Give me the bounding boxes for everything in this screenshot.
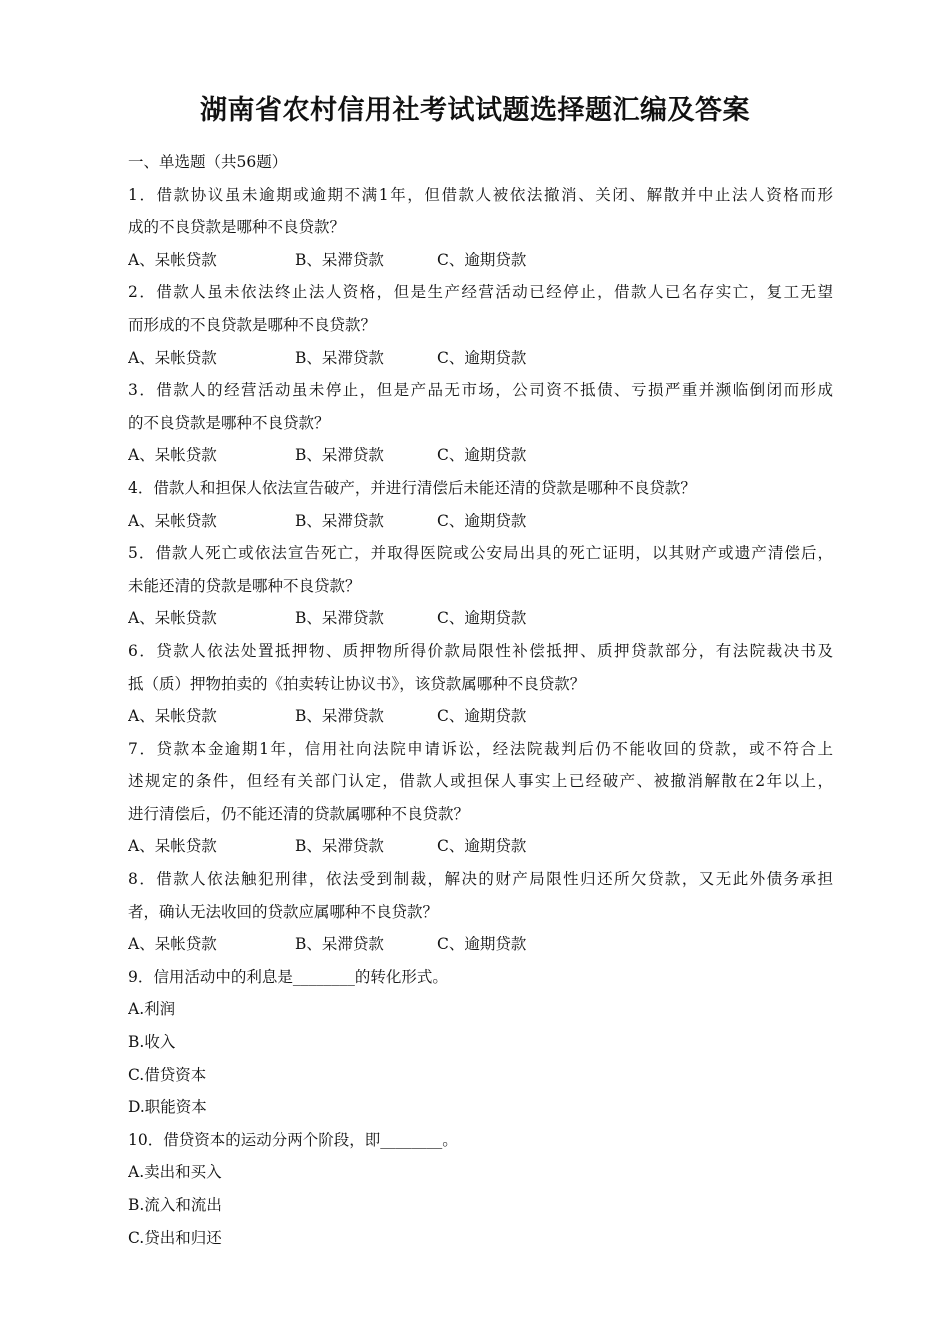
option-b: B、呆滞贷款	[295, 511, 384, 530]
question-9-stem: 9．信用活动中的利息是________的转化形式。	[128, 967, 448, 986]
option-b: B、呆滞贷款	[295, 837, 384, 856]
option-c: C、逾期贷款	[437, 348, 527, 367]
question-7-options	[128, 830, 833, 863]
question-10-choice-c: C.贷出和归还	[128, 1228, 222, 1247]
option-b: B、呆滞贷款	[295, 348, 384, 367]
question-1-options	[128, 244, 833, 277]
document-title: 湖南省农村信用社考试试题选择题汇编及答案	[200, 95, 750, 126]
option-a: A、呆帐贷款	[128, 446, 217, 465]
question-8-line-2: 者，确认无法收回的贷款应属哪种不良贷款？	[128, 902, 439, 921]
option-b: B、呆滞贷款	[295, 609, 384, 628]
option-a: A、呆帐贷款	[128, 935, 217, 954]
question-3-line-2: 的不良贷款是哪种不良贷款？	[128, 413, 330, 432]
question-4-line-1: 4．借款人和担保人依法宣告破产，并进行清偿后未能还清的贷款是哪种不良贷款？	[128, 478, 696, 497]
question-1-line-1: 1．借款协议虽未逾期或逾期不满1年，但借款人被依法撤消、关闭、解散并中止法人资格而形	[128, 185, 833, 204]
option-a: A、呆帐贷款	[128, 250, 217, 269]
question-6-line-1: 6．贷款人依法处置抵押物、质押物所得价款局限性补偿抵押、质押贷款部分，有法院裁决书及	[128, 641, 833, 660]
option-c: C、逾期贷款	[437, 609, 527, 628]
question-10-choice-a: A.卖出和买入	[128, 1163, 222, 1182]
question-9-choice-c: C.借贷资本	[128, 1065, 207, 1084]
question-9-choice-a: A.利润	[128, 1000, 176, 1019]
question-10-choice-b: B.流入和流出	[128, 1196, 222, 1214]
question-2-line-1: 2．借款人虽未依法终止法人资格，但是生产经营活动已经停止，借款人已名存实亡，复工无望	[128, 283, 833, 302]
question-3-options	[128, 439, 833, 472]
option-b: B、呆滞贷款	[295, 707, 384, 726]
option-a: A、呆帐贷款	[128, 348, 217, 367]
question-4-options	[128, 505, 833, 538]
question-6-options	[128, 700, 833, 733]
question-10-stem: 10．借贷资本的运动分两个阶段，即________。	[128, 1130, 458, 1149]
question-5-line-2: 未能还清的贷款是哪种不良贷款？	[128, 576, 361, 595]
option-c: C、逾期贷款	[437, 250, 527, 269]
document-body	[128, 146, 833, 1254]
option-b: B、呆滞贷款	[295, 935, 384, 954]
question-5-line-1: 5．借款人死亡或依法宣告死亡，并取得医院或公安局出具的死亡证明，以其财产或遗产清偿后，	[128, 544, 833, 563]
question-2-line-2: 而形成的不良贷款是哪种不良贷款？	[128, 315, 377, 334]
question-5-options	[128, 602, 833, 635]
question-9-choice-b: B.收入	[128, 1033, 176, 1052]
question-8-line-1: 8．借款人依法触犯刑律，依法受到制裁，解决的财产局限性归还所欠贷款，又无此外债务承担	[128, 870, 833, 889]
option-b: B、呆滞贷款	[295, 250, 384, 269]
question-6-line-2: 抵（质）押物拍卖的《拍卖转让协议书》，该贷款属哪种不良贷款？	[128, 674, 586, 693]
option-c: C、逾期贷款	[437, 837, 527, 856]
option-c: C、逾期贷款	[437, 446, 527, 465]
question-7-line-2: 述规定的条件，但经有关部门认定，借款人或担保人事实上已经破产、被撤消解散在2年以上，	[128, 772, 833, 791]
question-2-options	[128, 342, 833, 375]
option-a: A、呆帐贷款	[128, 707, 217, 726]
option-a: A、呆帐贷款	[128, 511, 217, 530]
question-8-options	[128, 928, 833, 961]
question-7-line-3: 进行清偿后，仍不能还清的贷款属哪种不良贷款？	[128, 804, 470, 823]
section-heading: 一、单选题（共56题）	[128, 153, 288, 171]
question-7-line-1: 7．贷款本金逾期1年，信用社向法院申请诉讼，经法院裁判后仍不能收回的贷款，或不符合上	[128, 739, 833, 758]
option-a: A、呆帐贷款	[128, 837, 217, 856]
option-c: C、逾期贷款	[437, 707, 527, 726]
option-c: C、逾期贷款	[437, 935, 527, 954]
question-1-line-2: 成的不良贷款是哪种不良贷款？	[128, 218, 346, 237]
question-9-choice-d: D.职能资本	[128, 1098, 207, 1117]
option-b: B、呆滞贷款	[295, 446, 384, 465]
option-a: A、呆帐贷款	[128, 609, 217, 628]
option-c: C、逾期贷款	[437, 511, 527, 530]
question-3-line-1: 3．借款人的经营活动虽未停止，但是产品无市场，公司资不抵债、亏损严重并濒临倒闭而形成	[128, 381, 833, 400]
